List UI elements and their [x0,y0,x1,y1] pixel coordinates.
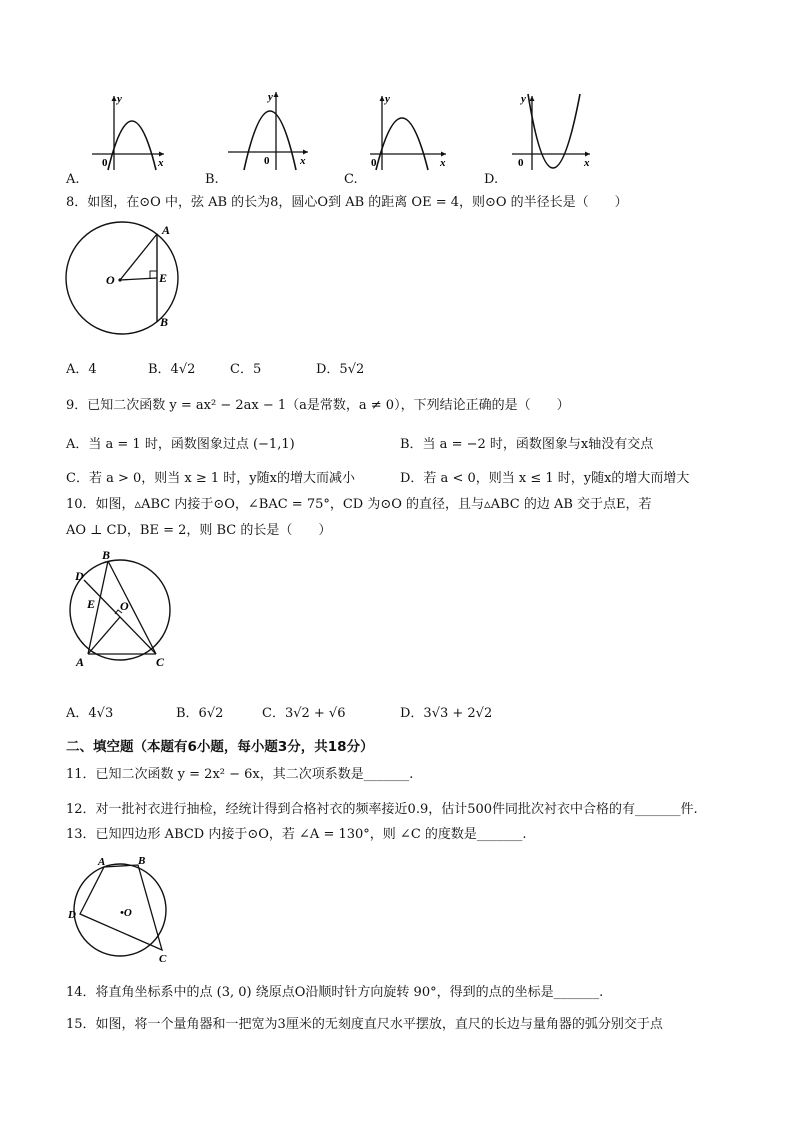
x-axis-label: x [584,157,590,169]
point-a-label: A [98,856,106,868]
point-o-label: O [120,599,129,613]
y-axis-label: y [117,93,122,105]
point-c-label: C [159,953,167,965]
q7-graph-c [366,92,450,172]
origin-label: 0 [371,157,377,169]
point-o-label: •O [120,907,132,919]
q12-stem: 12．对一批衬衣进行抽检，经统计得到合格衬衣的频率接近0.9，估计500件同批次衬衣中合格的有_______件. [66,802,698,817]
q7-graph-a [88,92,168,172]
q10-option-c: C．3√2 + √6 [262,706,346,721]
q8-stem: 8．如图，在⊙O 中，弦 AB 的长为8，圆心O到 AB 的距离 OE = 4，则⊙O 的半径长是（ ） [66,195,628,210]
q10-option-a: A．4√3 [66,706,114,721]
x-axis-label: x [440,157,446,169]
q7-option-a: A. [66,172,80,187]
y-axis-label: y [385,93,390,105]
origin-label: 0 [102,157,108,169]
q7-option-b: B. [205,172,219,187]
q10-stem-line2: AO ⊥ CD，BE = 2，则 BC 的长是（ ） [66,523,332,538]
q8-option-a: A．4 [66,362,97,377]
q7-graph-d [508,92,594,172]
q13-stem: 13．已知四边形 ABCD 内接于⊙O，若 ∠A = 130°，则 ∠C 的度数是_______. [66,827,527,842]
point-a-label: A [76,655,85,669]
q9-option-d: D．若 a < 0，则当 x ≤ 1 时，y随x的增大而增大 [400,471,690,486]
q9-option-c: C．若 a > 0，则当 x ≥ 1 时，y随x的增大而减小 [66,471,355,486]
q13-circle-figure [62,854,178,966]
y-axis-label: y [521,93,526,105]
point-b-label: B [160,315,169,329]
q15-stem: 15．如图，将一个量角器和一把宽为3厘米的无刻度直尺水平摆放，直尺的长边与量角器的弧分别交于点 [66,1017,663,1032]
q10-option-b: B．6√2 [176,706,224,721]
origin-label: 0 [518,157,524,169]
x-axis-label: x [158,157,164,169]
q14-stem: 14．将直角坐标系中的点 (3, 0) 绕原点O沿顺时针方向旋转 90°，得到的点的坐标是_______. [66,985,604,1000]
q8-circle-figure [60,218,190,342]
q8-option-d: D．5√2 [316,362,365,377]
point-e-label: E [87,597,96,611]
point-c-label: C [156,655,165,669]
q10-stem-line1: 10．如图，▵ABC 内接于⊙O，∠BAC = 75°，CD 为⊙O 的直径，且与▵ABC 的边 AB 交于点E，若 [66,497,652,512]
q9-option-b: B．当 a = −2 时，函数图象与x轴没有交点 [400,437,654,452]
q9-option-a: A．当 a = 1 时，函数图象过点 (−1,1) [66,437,295,452]
point-b-label: B [102,548,111,562]
y-axis-label: y [268,91,273,103]
q8-option-c: C．5 [230,362,262,377]
section-heading: 二、填空题（本题有6小题，每小题3分，共18分） [66,739,374,755]
q7-option-d: D. [484,172,499,187]
q8-option-b: B．4√2 [148,362,196,377]
point-a-label: A [162,223,171,237]
point-o-label: O [106,273,115,287]
q7-graph-b [226,88,310,172]
point-b-label: B [138,855,146,867]
origin-label: 0 [264,155,270,167]
q9-stem: 9．已知二次函数 y = ax² − 2ax − 1（a是常数，a ≠ 0），下列结论正确的是（ ） [66,398,570,413]
q10-circle-figure [62,548,182,670]
q10-option-d: D．3√3 + 2√2 [400,706,493,721]
point-e-label: E [159,271,168,285]
q7-option-c: C. [344,172,358,187]
point-d-label: D [75,569,84,583]
x-axis-label: x [300,155,306,167]
point-d-label: D [68,909,76,921]
q11-stem: 11．已知二次函数 y = 2x² − 6x，其二次项系数是_______. [66,767,414,782]
